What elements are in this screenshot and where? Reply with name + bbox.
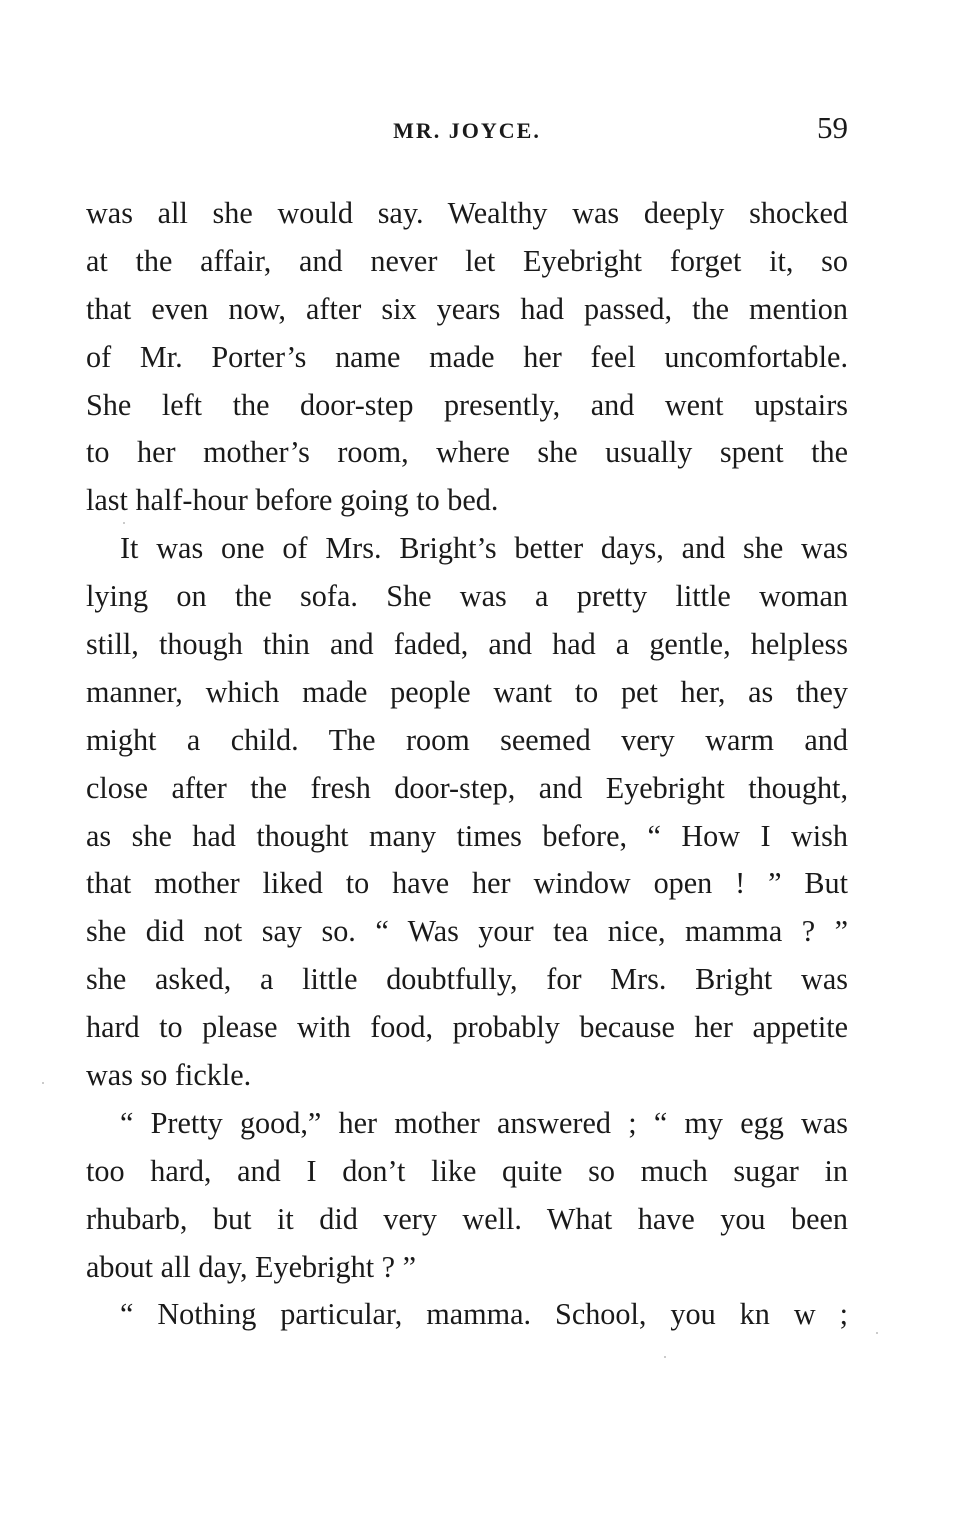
text-line: of Mr. Porter’s name made her feel uncomfortable. [86,339,848,374]
text-line: She left the door-step presently, and went upstairs [86,387,848,422]
text-line: still, though thin and faded, and had a gentle, helpless [86,627,848,662]
text-line: about all day, Eyebright ? ” [86,1249,416,1284]
paper-speck [876,1332,878,1334]
paper-speck [42,1082,44,1084]
text-line: as she had thought many times before, “ How I wish [86,818,848,853]
text-line: manner, which made people want to pet her, as they [86,674,848,709]
text-line: close after the fresh door-step, and Eyebright thought, [86,770,848,805]
paragraph-2 [86,525,848,1100]
text-line: “ Nothing particular, mamma. School, you kn w ; [120,1297,848,1332]
running-head [86,110,848,154]
text-line: at the affair, and never let Eyebright forget it, so [86,243,848,278]
text-line: she asked, a little doubtfully, for Mrs. Bright was [86,962,848,997]
text-line: that even now, after six years had passed, the mention [86,291,848,326]
page-number: 59 [817,110,848,145]
text-line: last half-hour before going to bed. [86,483,499,518]
text-line: she did not say so. “ Was your tea nice, mamma ? ” [86,914,848,949]
text-line: might a child. The room seemed very warm and [86,722,848,757]
paragraph-1 [86,190,848,525]
body-text [86,190,848,1339]
text-line: rhubarb, but it did very well. What have you been [86,1201,848,1236]
paragraph-3 [86,1100,848,1292]
text-line: was so fickle. [86,1058,252,1093]
paragraph-4 [86,1291,848,1339]
running-title: MR. JOYCE. [393,118,541,143]
text-line: too hard, and I don’t like quite so much sugar in [86,1153,848,1188]
text-line: lying on the sofa. She was a pretty little woman [86,579,848,614]
text-line: It was one of Mrs. Bright’s better days, and she was [120,531,848,566]
paper-speck [123,522,125,524]
text-line: that mother liked to have her window open ! ” But [86,866,848,901]
paper-speck [664,1356,666,1358]
text-line: “ Pretty good,” her mother answered ; “ my egg was [120,1105,848,1140]
text-line: to her mother’s room, where she usually spent the [86,435,848,470]
text-line: hard to please with food, probably because her appetite [86,1010,848,1045]
text-line: was all she would say. Wealthy was deeply shocked [86,196,848,230]
